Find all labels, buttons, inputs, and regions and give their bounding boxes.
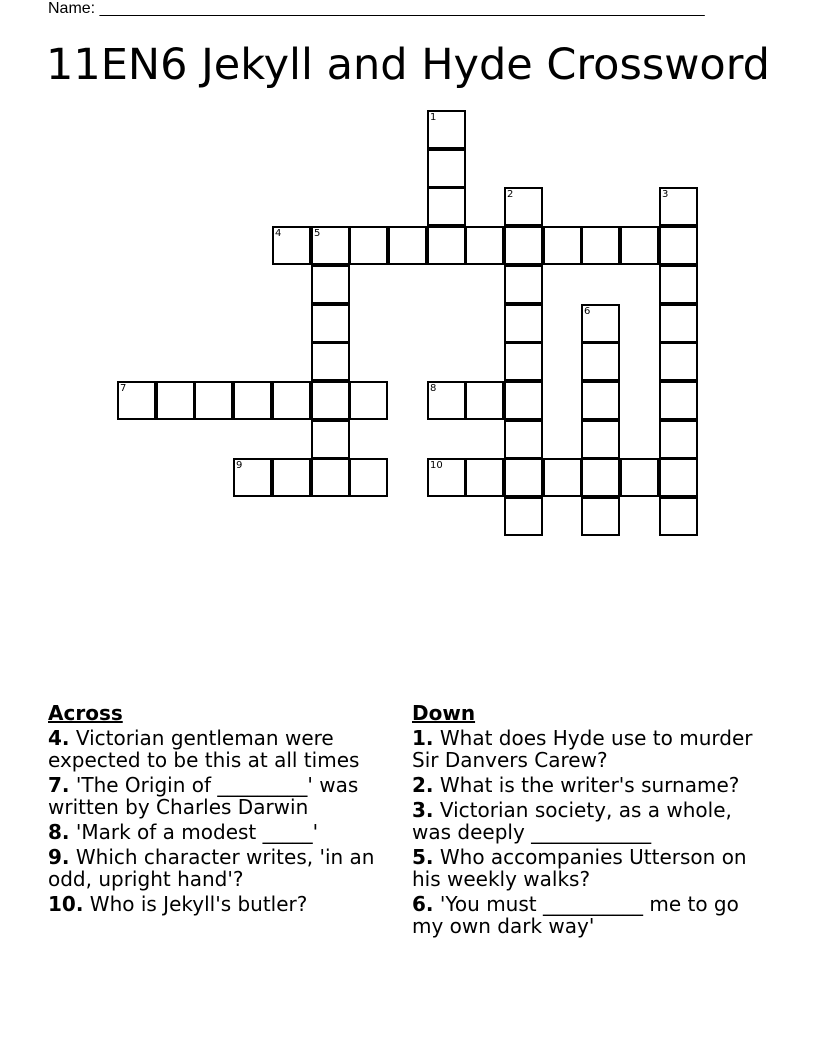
grid-cell[interactable]	[581, 458, 620, 497]
grid-cell[interactable]	[427, 381, 466, 420]
clue-number: 3	[662, 189, 669, 200]
across-clue: 9. Which character writes, 'in an odd, upright hand'?	[48, 845, 375, 891]
grid-cell[interactable]	[543, 458, 582, 497]
across-clue: 8. 'Mark of a modest _____'	[48, 820, 319, 844]
grid-cell[interactable]	[388, 226, 427, 265]
clue-number: 4	[275, 228, 282, 239]
grid-cell[interactable]	[349, 458, 388, 497]
grid-cell[interactable]	[581, 226, 620, 265]
grid-cell[interactable]	[659, 265, 698, 304]
grid-cell[interactable]	[659, 497, 698, 536]
down-clue: 5. Who accompanies Utterson on his weekly walks?	[412, 845, 747, 891]
grid-cell[interactable]	[504, 304, 543, 343]
down-clue: 1. What does Hyde use to murder Sir Danvers Carew?	[412, 726, 753, 772]
grid-cell[interactable]	[581, 497, 620, 536]
grid-cell[interactable]	[427, 226, 466, 265]
grid-cell[interactable]	[117, 381, 156, 420]
grid-cell[interactable]	[504, 342, 543, 381]
grid-cell[interactable]	[272, 226, 311, 265]
grid-cell[interactable]	[349, 381, 388, 420]
clue-number: 10	[430, 460, 443, 471]
down-clues	[412, 702, 757, 940]
grid-cell[interactable]	[504, 381, 543, 420]
grid-cell[interactable]	[311, 381, 350, 420]
grid-cell[interactable]	[504, 458, 543, 497]
grid-cell[interactable]	[620, 226, 659, 265]
down-clue: 6. 'You must __________ me to go my own dark way'	[412, 892, 739, 938]
clue-number: 9	[236, 460, 243, 471]
grid-cell[interactable]	[659, 381, 698, 420]
grid-cell[interactable]	[504, 420, 543, 459]
grid-cell[interactable]	[581, 420, 620, 459]
grid-cell[interactable]	[659, 304, 698, 343]
grid-cell[interactable]	[427, 187, 466, 226]
grid-cell[interactable]	[659, 342, 698, 381]
grid-cell[interactable]	[620, 458, 659, 497]
grid-cell[interactable]	[311, 342, 350, 381]
grid-cell[interactable]	[311, 304, 350, 343]
down-clue: 3. Victorian society, as a whole, was deeply ____________	[412, 798, 732, 844]
name-field-label: Name: ____________________________________________________________________	[48, 0, 705, 17]
across-clue: 7. 'The Origin of _________' was written by Charles Darwin	[48, 773, 359, 819]
grid-cell[interactable]	[427, 458, 466, 497]
grid-cell[interactable]	[465, 458, 504, 497]
grid-cell[interactable]	[311, 458, 350, 497]
grid-cell[interactable]	[465, 226, 504, 265]
grid-cell[interactable]	[581, 381, 620, 420]
clue-number: 6	[584, 306, 591, 317]
grid-cell[interactable]	[311, 265, 350, 304]
grid-cell[interactable]	[504, 187, 543, 226]
clue-number: 7	[120, 383, 127, 394]
across-clues	[48, 702, 398, 918]
across-clue: 4. Victorian gentleman were expected to be this at all times	[48, 726, 360, 772]
grid-cell[interactable]	[427, 149, 466, 188]
grid-cell[interactable]	[504, 226, 543, 265]
grid-cell[interactable]	[427, 110, 466, 149]
clue-number: 8	[430, 383, 437, 394]
grid-cell[interactable]	[272, 458, 311, 497]
across-clue: 10. Who is Jekyll's butler?	[48, 892, 308, 916]
clue-number: 1	[430, 112, 437, 123]
grid-cell[interactable]	[311, 420, 350, 459]
down-heading: Down	[412, 701, 476, 725]
grid-cell[interactable]	[581, 342, 620, 381]
grid-cell[interactable]	[659, 226, 698, 265]
clue-number: 5	[314, 228, 321, 239]
grid-cell[interactable]	[233, 381, 272, 420]
grid-cell[interactable]	[659, 187, 698, 226]
grid-cell[interactable]	[272, 381, 311, 420]
down-clue: 2. What is the writer's surname?	[412, 773, 740, 797]
grid-cell[interactable]	[194, 381, 233, 420]
grid-cell[interactable]	[504, 265, 543, 304]
grid-cell[interactable]	[349, 226, 388, 265]
page-title: 11EN6 Jekyll and Hyde Crossword	[46, 40, 770, 90]
grid-cell[interactable]	[233, 458, 272, 497]
grid-cell[interactable]	[659, 420, 698, 459]
grid-cell[interactable]	[543, 226, 582, 265]
grid-cell[interactable]	[581, 304, 620, 343]
grid-cell[interactable]	[156, 381, 195, 420]
grid-cell[interactable]	[465, 381, 504, 420]
across-heading: Across	[48, 701, 123, 725]
grid-cell[interactable]	[504, 497, 543, 536]
clue-number: 2	[507, 189, 514, 200]
grid-cell[interactable]	[311, 226, 350, 265]
grid-cell[interactable]	[659, 458, 698, 497]
